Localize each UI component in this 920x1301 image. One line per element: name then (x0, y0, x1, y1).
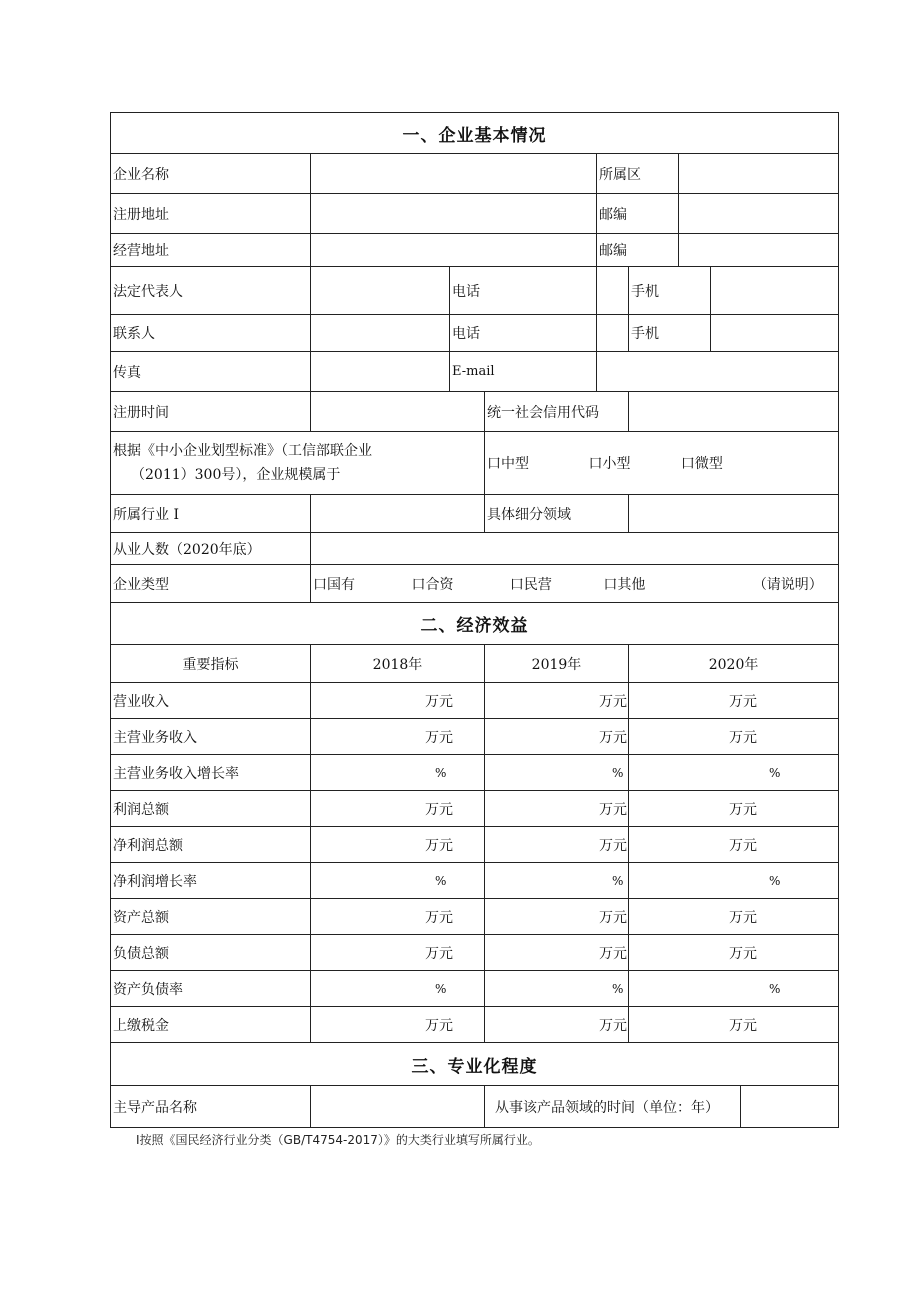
input-industry[interactable] (311, 495, 485, 533)
unit-label: 万元 (729, 729, 757, 746)
enterprise-type-options (311, 565, 839, 603)
label-postcode-reg: 邮编 (597, 194, 679, 234)
unit-label: 万元 (599, 801, 627, 818)
label-mobile-legal: 手机 (629, 267, 711, 315)
label-enterprise-type: 企业类型 (111, 565, 311, 603)
table-row (111, 971, 839, 1007)
unit-label: % (769, 873, 781, 888)
unit-label: % (769, 981, 781, 996)
label-enterprise-scale (111, 432, 485, 495)
section-title-specialization: 三、专业化程度 (111, 1043, 839, 1086)
input-mobile-legal[interactable] (711, 267, 839, 315)
unit-label: 万元 (729, 945, 757, 962)
value-cell-2020[interactable] (629, 755, 839, 791)
table-row (111, 899, 839, 935)
label-credit-code: 统一社会信用代码 (485, 392, 629, 432)
unit-label: 万元 (599, 837, 627, 854)
label-employees: 从业人数（2020年底） (111, 533, 311, 565)
value-cell-2019[interactable] (485, 899, 629, 935)
value-cell-2018[interactable] (311, 1007, 485, 1043)
label-mobile-contact: 手机 (629, 315, 711, 352)
table-row (111, 683, 839, 719)
indicator-label: 净利润总额 (111, 827, 311, 863)
indicator-label: 资产总额 (111, 899, 311, 935)
value-cell-2018[interactable] (311, 755, 485, 791)
input-sub-field[interactable] (629, 495, 839, 533)
input-email[interactable] (597, 352, 839, 392)
label-postcode-op: 邮编 (597, 234, 679, 267)
header-year-2019: 2019年 (485, 645, 629, 683)
header-year-2020: 2020年 (629, 645, 839, 683)
unit-label: 万元 (599, 693, 627, 710)
value-cell-2019[interactable] (485, 719, 629, 755)
table-row (111, 755, 839, 791)
unit-label: % (435, 981, 447, 996)
input-reg-time[interactable] (311, 392, 485, 432)
footnote: I按照《国民经济行业分类（GB/T4754-2017）》的大类行业填写所属行业。 (136, 1133, 540, 1147)
input-reg-address[interactable] (311, 194, 597, 234)
label-company-name: 企业名称 (111, 154, 311, 194)
value-cell-2018[interactable] (311, 971, 485, 1007)
value-cell-2019[interactable] (485, 863, 629, 899)
table-row (111, 863, 839, 899)
label-reg-address: 注册地址 (111, 194, 311, 234)
unit-label: 万元 (425, 909, 453, 926)
input-mobile-contact[interactable] (711, 315, 839, 352)
value-cell-2020[interactable] (629, 1007, 839, 1043)
unit-label: 万元 (729, 1017, 757, 1034)
value-cell-2019[interactable] (485, 935, 629, 971)
value-cell-2018[interactable] (311, 899, 485, 935)
value-cell-2019[interactable] (485, 791, 629, 827)
enterprise-info-form (110, 112, 839, 1128)
header-year-2018: 2018年 (311, 645, 485, 683)
unit-label: % (612, 981, 624, 996)
value-cell-2020[interactable] (629, 791, 839, 827)
checkbox-micro[interactable]: 口微型 (680, 456, 723, 472)
label-op-address: 经营地址 (111, 234, 311, 267)
value-cell-2019[interactable] (485, 971, 629, 1007)
label-industry: 所属行业 I (111, 495, 311, 533)
unit-label: 万元 (729, 801, 757, 818)
value-cell-2019[interactable] (485, 827, 629, 863)
input-postcode-reg[interactable] (679, 194, 839, 234)
unit-label: 万元 (729, 693, 757, 710)
unit-label: 万元 (425, 1017, 453, 1034)
value-cell-2020[interactable] (629, 899, 839, 935)
table-row (111, 1007, 839, 1043)
checkbox-medium[interactable]: 口中型 (487, 456, 529, 472)
value-cell-2019[interactable] (485, 1007, 629, 1043)
input-product-name[interactable] (311, 1086, 485, 1128)
input-employees[interactable] (311, 533, 839, 565)
unit-label: 万元 (425, 729, 453, 746)
table-row (111, 791, 839, 827)
indicator-label: 上缴税金 (111, 1007, 311, 1043)
unit-label: 万元 (425, 693, 453, 710)
value-cell-2019[interactable] (485, 683, 629, 719)
unit-label: % (769, 765, 781, 780)
value-cell-2020[interactable] (629, 863, 839, 899)
unit-label: % (612, 765, 624, 780)
checkbox-joint-venture[interactable]: 口合资 (411, 576, 454, 593)
input-legal-rep[interactable] (311, 267, 450, 315)
input-postcode-op[interactable] (679, 234, 839, 267)
indicator-label: 资产负债率 (111, 971, 311, 1007)
scale-options (485, 432, 839, 495)
indicator-label: 主营业务收入 (111, 719, 311, 755)
value-cell-2018[interactable] (311, 935, 485, 971)
indicator-label: 负债总额 (111, 935, 311, 971)
input-contact[interactable] (311, 315, 450, 352)
value-cell-2018[interactable] (311, 863, 485, 899)
checkbox-other[interactable]: 口其他 (603, 576, 646, 593)
unit-label: % (435, 873, 447, 888)
section-title-basic: 一、企业基本情况 (111, 113, 839, 154)
value-cell-2020[interactable] (629, 683, 839, 719)
section-title-economic: 二、经济效益 (111, 603, 839, 645)
input-years-in-field[interactable] (741, 1086, 839, 1128)
value-cell-2020[interactable] (629, 971, 839, 1007)
table-row (111, 935, 839, 971)
label-fax: 传真 (111, 352, 311, 392)
table-row (111, 719, 839, 755)
value-cell-2020[interactable] (629, 719, 839, 755)
label-phone-contact: 电话 (450, 315, 597, 352)
checkbox-small[interactable]: 口小型 (588, 456, 631, 472)
economic-rows (111, 683, 839, 1043)
label-contact: 联系人 (111, 315, 311, 352)
unit-label: 万元 (425, 945, 453, 962)
unit-label: 万元 (599, 945, 627, 962)
value-cell-2018[interactable] (311, 683, 485, 719)
indicator-label: 净利润增长率 (111, 863, 311, 899)
checkbox-private[interactable]: 口民营 (509, 576, 552, 593)
unit-label: 万元 (599, 909, 627, 926)
input-company-name[interactable] (311, 154, 597, 194)
other-type-note: （请说明） (752, 576, 823, 593)
value-cell-2020[interactable] (629, 935, 839, 971)
input-credit-code[interactable] (629, 392, 839, 432)
label-product-name: 主导产品名称 (111, 1086, 311, 1128)
label-reg-time: 注册时间 (111, 392, 311, 432)
value-cell-2019[interactable] (485, 755, 629, 791)
label-legal-rep: 法定代表人 (111, 267, 311, 315)
unit-label: 万元 (425, 837, 453, 854)
value-cell-2020[interactable] (629, 827, 839, 863)
label-phone-legal: 电话 (450, 267, 597, 315)
unit-label: 万元 (425, 801, 453, 818)
label-email: E-mail (450, 352, 597, 392)
input-fax[interactable] (311, 352, 450, 392)
input-phone-contact[interactable] (597, 315, 629, 352)
value-cell-2018[interactable] (311, 827, 485, 863)
label-years-in-field: 从事该产品领域的时间（单位：年） (485, 1086, 741, 1128)
unit-label: 万元 (729, 837, 757, 854)
indicator-label: 利润总额 (111, 791, 311, 827)
table-row (111, 827, 839, 863)
checkbox-state-owned[interactable]: 口国有 (313, 576, 355, 593)
unit-label: % (435, 765, 447, 780)
input-op-address[interactable] (311, 234, 597, 267)
unit-label: 万元 (599, 729, 627, 746)
indicator-label: 营业收入 (111, 683, 311, 719)
input-phone-legal[interactable] (597, 267, 629, 315)
header-indicator: 重要指标 (111, 645, 311, 683)
indicator-label: 主营业务收入增长率 (111, 755, 311, 791)
unit-label: 万元 (729, 909, 757, 926)
label-district: 所属区 (597, 154, 679, 194)
unit-label: % (612, 873, 624, 888)
scale-text-line1: 根据《中小企业划型标准》（工信部联企业 (113, 443, 372, 459)
label-sub-field: 具体细分领域 (485, 495, 629, 533)
unit-label: 万元 (599, 1017, 627, 1034)
scale-text-line2: （2011）300号），企业规模属于 (131, 467, 341, 483)
value-cell-2018[interactable] (311, 791, 485, 827)
value-cell-2018[interactable] (311, 719, 485, 755)
input-district[interactable] (679, 154, 839, 194)
